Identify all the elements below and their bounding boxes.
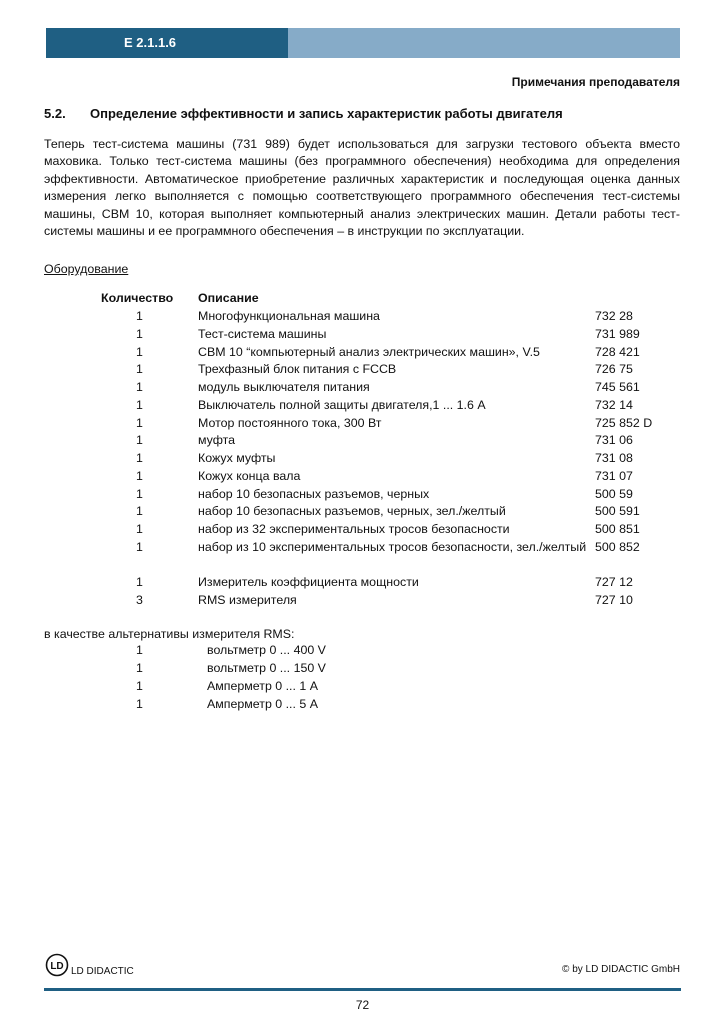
equipment-code: 731 06 [595, 433, 633, 447]
copyright: © by LD DIDACTIC GmbH [562, 964, 680, 975]
equipment-qty: 1 [136, 540, 143, 554]
equipment-code: 725 852 D [595, 416, 653, 430]
equipment-qty: 1 [136, 522, 143, 536]
equipment-title: Оборудование [44, 262, 129, 276]
equipment-code: 732 28 [595, 309, 633, 323]
equipment-code: 745 561 [595, 380, 640, 394]
equipment-code: 500 852 [595, 540, 640, 554]
equipment-code: 731 989 [595, 327, 640, 341]
equipment-desc: Кожух муфты [198, 451, 276, 465]
equipment-qty: 3 [136, 593, 143, 607]
equipment-qty: 1 [136, 469, 143, 483]
equipment-code: 500 59 [595, 487, 633, 501]
equipment-qty: 1 [136, 309, 143, 323]
equipment-code: 726 75 [595, 362, 633, 376]
section-heading [44, 106, 563, 121]
alternative-qty: 1 [136, 697, 143, 711]
alternative-title: в качестве альтернативы измерителя RMS: [44, 627, 295, 641]
equipment-qty: 1 [136, 504, 143, 518]
equipment-desc: Измеритель коэффициента мощности [198, 575, 419, 589]
equipment-code: 500 851 [595, 522, 640, 536]
footer-divider [44, 988, 681, 991]
document-code: E 2.1.1.6 [46, 28, 288, 58]
alternative-desc: Амперметр 0 ... 5 A [207, 697, 318, 711]
equipment-desc: набор из 10 экспериментальных тросов безопасности, зел./желтый [198, 540, 587, 554]
header-bar-light [288, 28, 680, 58]
intro-paragraph: Теперь тест-система машины (731 989) будет использоваться для загрузки тестового объекта вместо маховика. Только тест-система машины (без программного обеспечения) необходима для определения эффективности. Автоматическое приобретение различных характеристик и последующая оценка данных измерения легко выполняется с помощью соответствующего программного обеспечения тест-системы машины, CBM 10, которая выполняет компьютерный анализ электрических машин. Детали работы тест-системы машины и ее программного обеспечения – в инструкции по эксплуатации. [44, 137, 680, 239]
equipment-desc: Тест-система машины [198, 327, 327, 341]
equipment-code: 732 14 [595, 398, 633, 412]
column-header-description: Описание [198, 291, 259, 305]
equipment-code: 500 591 [595, 504, 640, 518]
alternative-qty: 1 [136, 661, 143, 675]
alternative-qty: 1 [136, 679, 143, 693]
equipment-qty: 1 [136, 398, 143, 412]
ld-didactic-logo [45, 953, 134, 977]
teacher-note: Примечания преподавателя [511, 75, 680, 89]
equipment-qty: 1 [136, 487, 143, 501]
equipment-code: 731 08 [595, 451, 633, 465]
svg-text:LD: LD [50, 961, 64, 972]
alternative-qty: 1 [136, 643, 143, 657]
equipment-desc: Выключатель полной защиты двигателя,1 ... 1.6 A [198, 398, 486, 412]
equipment-desc: Трехфазный блок питания с FCCB [198, 362, 397, 376]
equipment-desc: модуль выключателя питания [198, 380, 370, 394]
equipment-qty: 1 [136, 380, 143, 394]
column-header-quantity: Количество [101, 291, 174, 305]
equipment-qty: 1 [136, 362, 143, 376]
equipment-qty: 1 [136, 433, 143, 447]
equipment-desc: муфта [198, 433, 236, 447]
equipment-desc: CBM 10 “компьютерный анализ электрических машин», V.5 [198, 345, 540, 359]
equipment-desc: Кожух конца вала [198, 469, 301, 483]
equipment-qty: 1 [136, 575, 143, 589]
logo-text: LD DIDACTIC [71, 966, 134, 977]
equipment-code: 727 10 [595, 593, 633, 607]
equipment-desc: Мотор постоянного тока, 300 Вт [198, 416, 382, 430]
equipment-desc: RMS измерителя [198, 593, 297, 607]
equipment-qty: 1 [136, 451, 143, 465]
section-number: 5.2. [44, 106, 66, 121]
equipment-code: 727 12 [595, 575, 633, 589]
equipment-qty: 1 [136, 327, 143, 341]
section-title: Определение эффективности и запись характеристик работы двигателя [90, 106, 563, 121]
alternative-desc: вольтметр 0 ... 150 V [207, 661, 326, 675]
page-number: 72 [355, 998, 370, 1012]
equipment-qty: 1 [136, 416, 143, 430]
equipment-desc: набор 10 безопасных разъемов, черных, зел./желтый [198, 504, 506, 518]
equipment-desc: набор из 32 экспериментальных тросов безопасности [198, 522, 510, 536]
equipment-code: 731 07 [595, 469, 633, 483]
equipment-code: 728 421 [595, 345, 640, 359]
equipment-desc: Многофункциональная машина [198, 309, 380, 323]
header-bar [46, 28, 680, 58]
equipment-qty: 1 [136, 345, 143, 359]
alternative-desc: вольтметр 0 ... 400 V [207, 643, 326, 657]
equipment-desc: набор 10 безопасных разъемов, черных [198, 487, 430, 501]
alternative-desc: Амперметр 0 ... 1 A [207, 679, 318, 693]
ld-logo-icon [45, 953, 69, 977]
